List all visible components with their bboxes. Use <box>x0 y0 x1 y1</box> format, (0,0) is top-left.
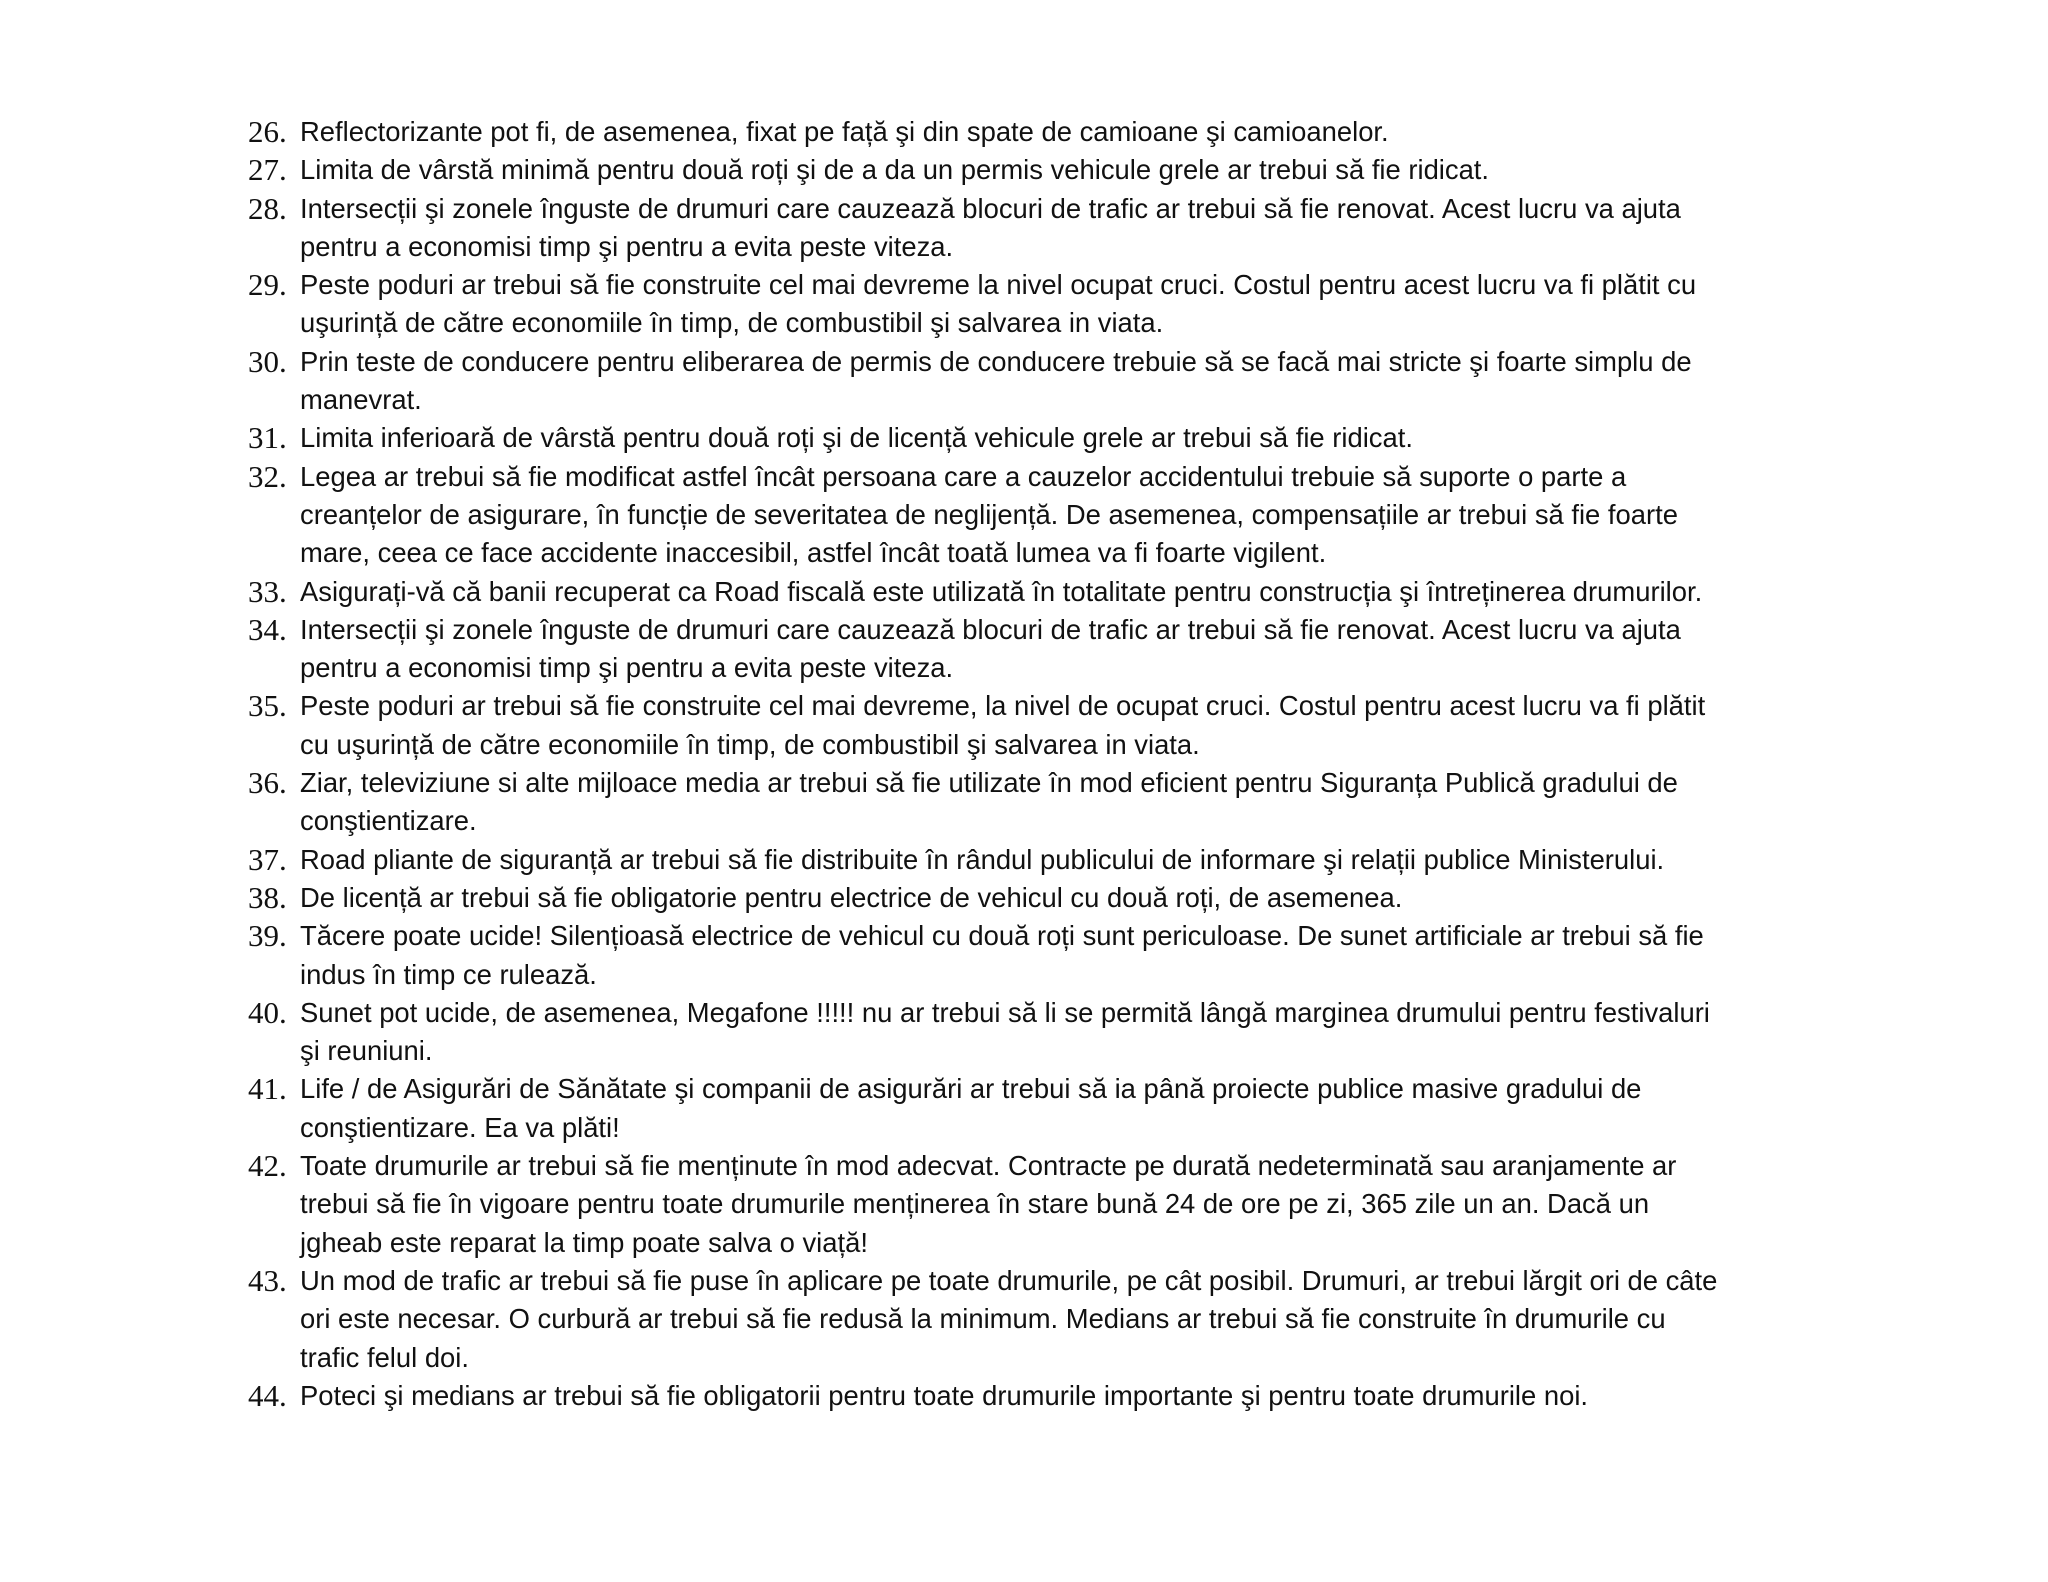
item-number: 32. <box>248 458 287 494</box>
item-text <box>300 879 1928 917</box>
list-item <box>248 879 1928 917</box>
item-text <box>300 1147 1928 1262</box>
item-text-line: Asigurați-vă că banii recuperat ca Road fiscală este utilizată în totalitate pentru construcția şi întreținerea drumurilor. <box>300 575 1703 607</box>
list-item <box>248 343 1928 420</box>
item-text <box>300 917 1928 994</box>
list-item <box>248 917 1928 994</box>
list-item <box>248 266 1928 343</box>
item-number: 26. <box>248 114 287 149</box>
item-text-line: Poteci şi medians ar trebui să fie obligatorii pentru toate drumurile importante şi pentru toate drumurile noi. <box>300 1379 1589 1411</box>
item-number: 31. <box>248 420 287 456</box>
item-text-line: trafic felul doi. <box>300 1341 469 1373</box>
item-text-line: jgheab este reparat la timp poate salva o viață! <box>300 1226 868 1258</box>
item-text-line: Sunet pot ucide, de asemenea, Megafone !!!!! nu ar trebui să li se permită lângă marginea drumului pentru festivaluri <box>300 996 1710 1028</box>
list-item <box>248 1262 1928 1377</box>
item-text <box>300 266 1928 343</box>
item-number: 34. <box>248 611 287 647</box>
item-text <box>300 841 1928 879</box>
item-text-line: ori este necesar. O curbură ar trebui să fie redusă la minimum. Medians ar trebui să fie construite în drumurile cu <box>300 1303 1666 1335</box>
item-text-line: Peste poduri ar trebui să fie construite cel mai devreme la nivel ocupat cruci. Costul pentru acest lucru va fi plătit cu <box>300 269 1697 301</box>
item-text <box>300 1070 1928 1147</box>
item-number: 27. <box>248 152 287 188</box>
item-text-line: pentru a economisi timp şi pentru a evita peste viteza. <box>300 230 954 262</box>
item-number: 38. <box>248 879 287 915</box>
item-text-line: indus în timp ce rulează. <box>300 958 597 990</box>
list-item <box>248 611 1928 688</box>
item-text-line: pentru a economisi timp şi pentru a evita peste viteza. <box>300 652 954 684</box>
item-number: 35. <box>248 688 287 724</box>
item-number: 40. <box>248 994 287 1030</box>
item-text <box>300 611 1928 688</box>
list-item <box>248 573 1928 611</box>
item-text-line: mare, ceea ce face accidente inaccesibil, astfel încât toată lumea va fi foarte vigilent. <box>300 537 1327 569</box>
item-text <box>300 113 1928 151</box>
item-text-line: Limita de vârstă minimă pentru două roți şi de a da un permis vehicule grele ar trebui să fie ridicat. <box>300 154 1490 186</box>
list-item <box>248 687 1928 764</box>
item-text-line: şi reuniuni. <box>300 1035 433 1067</box>
item-number: 28. <box>248 190 287 226</box>
item-text-line: cu uşurință de către economiile în timp, de combustibil şi salvarea in viata. <box>300 728 1200 760</box>
item-number: 37. <box>248 841 287 877</box>
list-item <box>248 841 1928 879</box>
item-text-line: Legea ar trebui să fie modificat astfel încât persoana care a cauzelor accidentului trebuie să suporte o parte a <box>300 460 1627 492</box>
item-text-line: conştientizare. Ea va plăti! <box>300 1111 620 1143</box>
item-text-line: Limita inferioară de vârstă pentru două roți şi de licență vehicule grele ar trebui să fie ridicat. <box>300 422 1413 454</box>
item-number: 36. <box>248 765 287 801</box>
item-text <box>300 419 1928 457</box>
item-number: 30. <box>248 343 287 379</box>
item-text-line: manevrat. <box>300 384 422 416</box>
item-text <box>300 764 1928 841</box>
item-text <box>300 687 1928 764</box>
item-text <box>300 994 1928 1071</box>
item-text-line: Un mod de trafic ar trebui să fie puse în aplicare pe toate drumurile, pe cât posibil. Drumuri, ar trebui lărgit ori de câte <box>300 1264 1718 1296</box>
item-text-line: Reflectorizante pot fi, de asemenea, fixat pe față şi din spate de camioane şi camioanelor. <box>300 116 1389 147</box>
item-text-line: Road pliante de siguranță ar trebui să fie distribuite în rândul publicului de informare şi relații publice Ministerului. <box>300 843 1665 875</box>
numbered-list <box>248 113 1928 1415</box>
item-number: 39. <box>248 918 287 954</box>
item-number: 44. <box>248 1377 287 1413</box>
list-item <box>248 764 1928 841</box>
item-text-line: Life / de Asigurări de Sănătate şi companii de asigurări ar trebui să ia până proiecte publice masive gradului de <box>300 1073 1642 1105</box>
item-text <box>300 151 1928 189</box>
item-text <box>300 190 1928 267</box>
item-text-line: Ziar, televiziune si alte mijloace media ar trebui să fie utilizate în mod eficient pentru Siguranța Publică gradului de <box>300 767 1678 799</box>
list-item <box>248 1147 1928 1262</box>
list-item <box>248 190 1928 267</box>
item-number: 42. <box>248 1148 287 1184</box>
list-item <box>248 1377 1928 1415</box>
item-number: 29. <box>248 267 287 303</box>
list-item <box>248 151 1928 189</box>
item-text <box>300 1377 1928 1415</box>
item-text-line: creanțelor de asigurare, în funcție de severitatea de neglijență. De asemenea, compensațiile ar trebui să fie foarte <box>300 498 1678 530</box>
list-item <box>248 113 1928 151</box>
list-item <box>248 1070 1928 1147</box>
item-text-line: Peste poduri ar trebui să fie construite cel mai devreme, la nivel de ocupat cruci. Costul pentru acest lucru va fi plătit <box>300 690 1706 722</box>
item-text <box>300 573 1928 611</box>
item-number: 41. <box>248 1071 287 1107</box>
item-text-line: uşurință de către economiile în timp, de combustibil şi salvarea in viata. <box>300 307 1164 339</box>
list-item <box>248 419 1928 457</box>
list-item <box>248 994 1928 1071</box>
item-text-line: trebui să fie în vigoare pentru toate drumurile menținerea în stare bună 24 de ore pe zi, 365 zile un an. Dacă un <box>300 1188 1650 1220</box>
item-text-line: Prin teste de conducere pentru eliberarea de permis de conducere trebuie să se facă mai stricte şi foarte simplu de <box>300 345 1692 377</box>
item-text <box>300 1262 1928 1377</box>
item-number: 33. <box>248 573 287 609</box>
item-text-line: conştientizare. <box>300 805 477 837</box>
list-item <box>248 458 1928 573</box>
item-number: 43. <box>248 1262 287 1298</box>
item-text-line: Toate drumurile ar trebui să fie menținute în mod adecvat. Contracte pe durată nedeterminată sau aranjamente ar <box>300 1150 1677 1182</box>
item-text-line: Intersecții şi zonele înguste de drumuri care cauzează blocuri de trafic ar trebui să fie renovat. Acest lucru va ajuta <box>300 192 1681 224</box>
item-text <box>300 343 1928 420</box>
item-text-line: Intersecții şi zonele înguste de drumuri care cauzează blocuri de trafic ar trebui să fie renovat. Acest lucru va ajuta <box>300 613 1681 645</box>
item-text-line: De licență ar trebui să fie obligatorie pentru electrice de vehicul cu două roți, de asemenea. <box>300 881 1403 913</box>
item-text-line: Tăcere poate ucide! Silențioasă electrice de vehicul cu două roți sunt periculoase. De sunet artificiale ar trebui să fie <box>300 920 1704 952</box>
item-text <box>300 458 1928 573</box>
